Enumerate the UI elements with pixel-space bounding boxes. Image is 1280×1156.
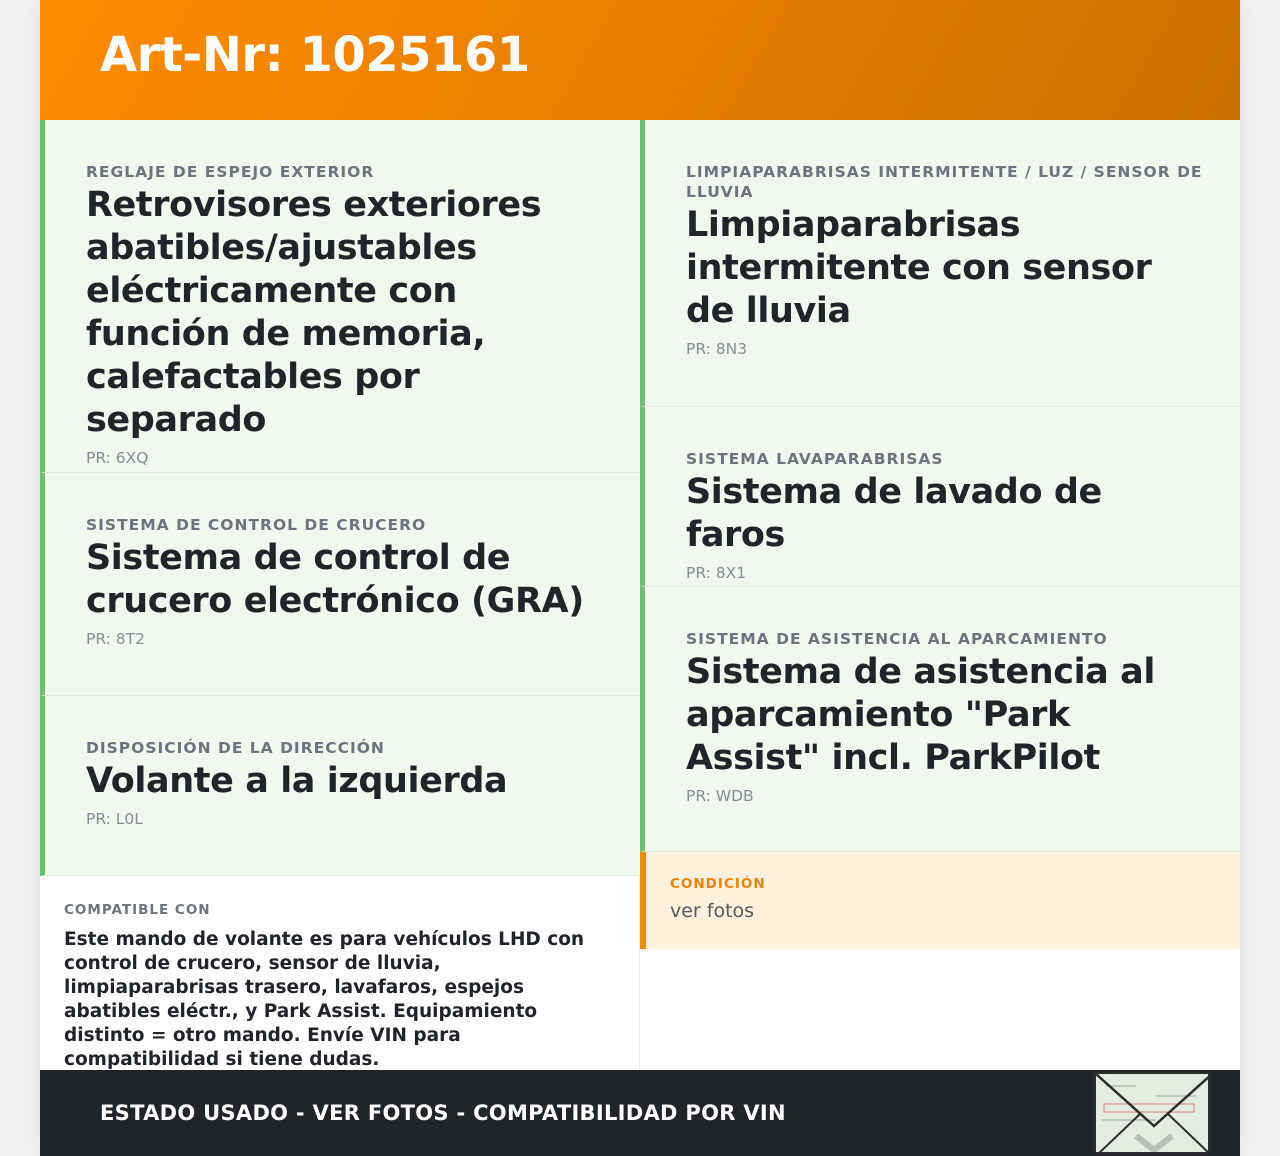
feature-pr-code: PR: 8N3 [686,340,748,358]
feature-pr-code: PR: L0L [86,810,143,828]
feature-value: Sistema de asistencia al aparcamiento "Park Assist" incl. ParkPilot [686,652,1155,778]
feature-category: DISPOSICIÓN DE LA DIRECCIÓN [86,739,385,757]
feature-category: SISTEMA DE CONTROL DE CRUCERO [86,516,427,534]
envelope-stamp-icon [1094,1072,1210,1154]
compatibility-text: Este mando de volante es para vehículos LHD con control de crucero, sensor de lluvia, limpiaparabrisas trasero, lavafaros, espejos abatibles eléctr., y Park Assist. Equipamiento distinto = otro mando. Envíe VIN para compatibilidad si tiene dudas. [64,929,585,1070]
feature-category: SISTEMA LAVAPARABRISAS [686,450,944,468]
page-title: Art-Nr: 1025161 [100,27,530,83]
feature-card-steering [40,696,640,876]
condition-label: CONDICIÓN [670,876,766,892]
condition-text: ver fotos [670,900,755,922]
feature-pr-code: PR: WDB [686,787,754,805]
feature-card-wiper [640,120,1240,407]
feature-category: LIMPIAPARABRISAS INTERMITENTE / LUZ / SENSOR DE LLUVIA [686,163,1203,201]
compatibility-note [40,876,640,1070]
feature-grid [40,120,1240,1070]
feature-value: Limpiaparabrisas intermitente con sensor de lluvia [686,205,1152,331]
feature-pr-code: PR: 8X1 [686,564,747,582]
feature-card-parking [640,587,1240,852]
feature-value: Volante a la izquierda [86,761,508,801]
feature-card-cruise [40,473,640,696]
feature-value: Sistema de control de crucero electrónico (GRA) [86,538,584,621]
left-column [40,120,640,876]
footer-bar [40,1070,1240,1156]
feature-value: Retrovisores exteriores abatibles/ajustables eléctricamente con función de memoria, calefactables por separado [86,185,542,440]
page [40,0,1240,1156]
feature-category: REGLAJE DE ESPEJO EXTERIOR [86,163,375,181]
feature-card-mirror [40,120,640,473]
right-column [640,120,1240,852]
compatibility-label: COMPATIBLE CON [64,902,211,918]
feature-pr-code: PR: 8T2 [86,630,145,648]
feature-category: SISTEMA DE ASISTENCIA AL APARCAMIENTO [686,630,1108,648]
header [40,0,1240,120]
feature-pr-code: PR: 6XQ [86,449,149,467]
feature-card-washer [640,407,1240,587]
condition-box [640,852,1240,949]
footer-text: ESTADO USADO - VER FOTOS - COMPATIBILIDAD POR VIN [100,1101,786,1125]
feature-value: Sistema de lavado de faros [686,472,1102,555]
